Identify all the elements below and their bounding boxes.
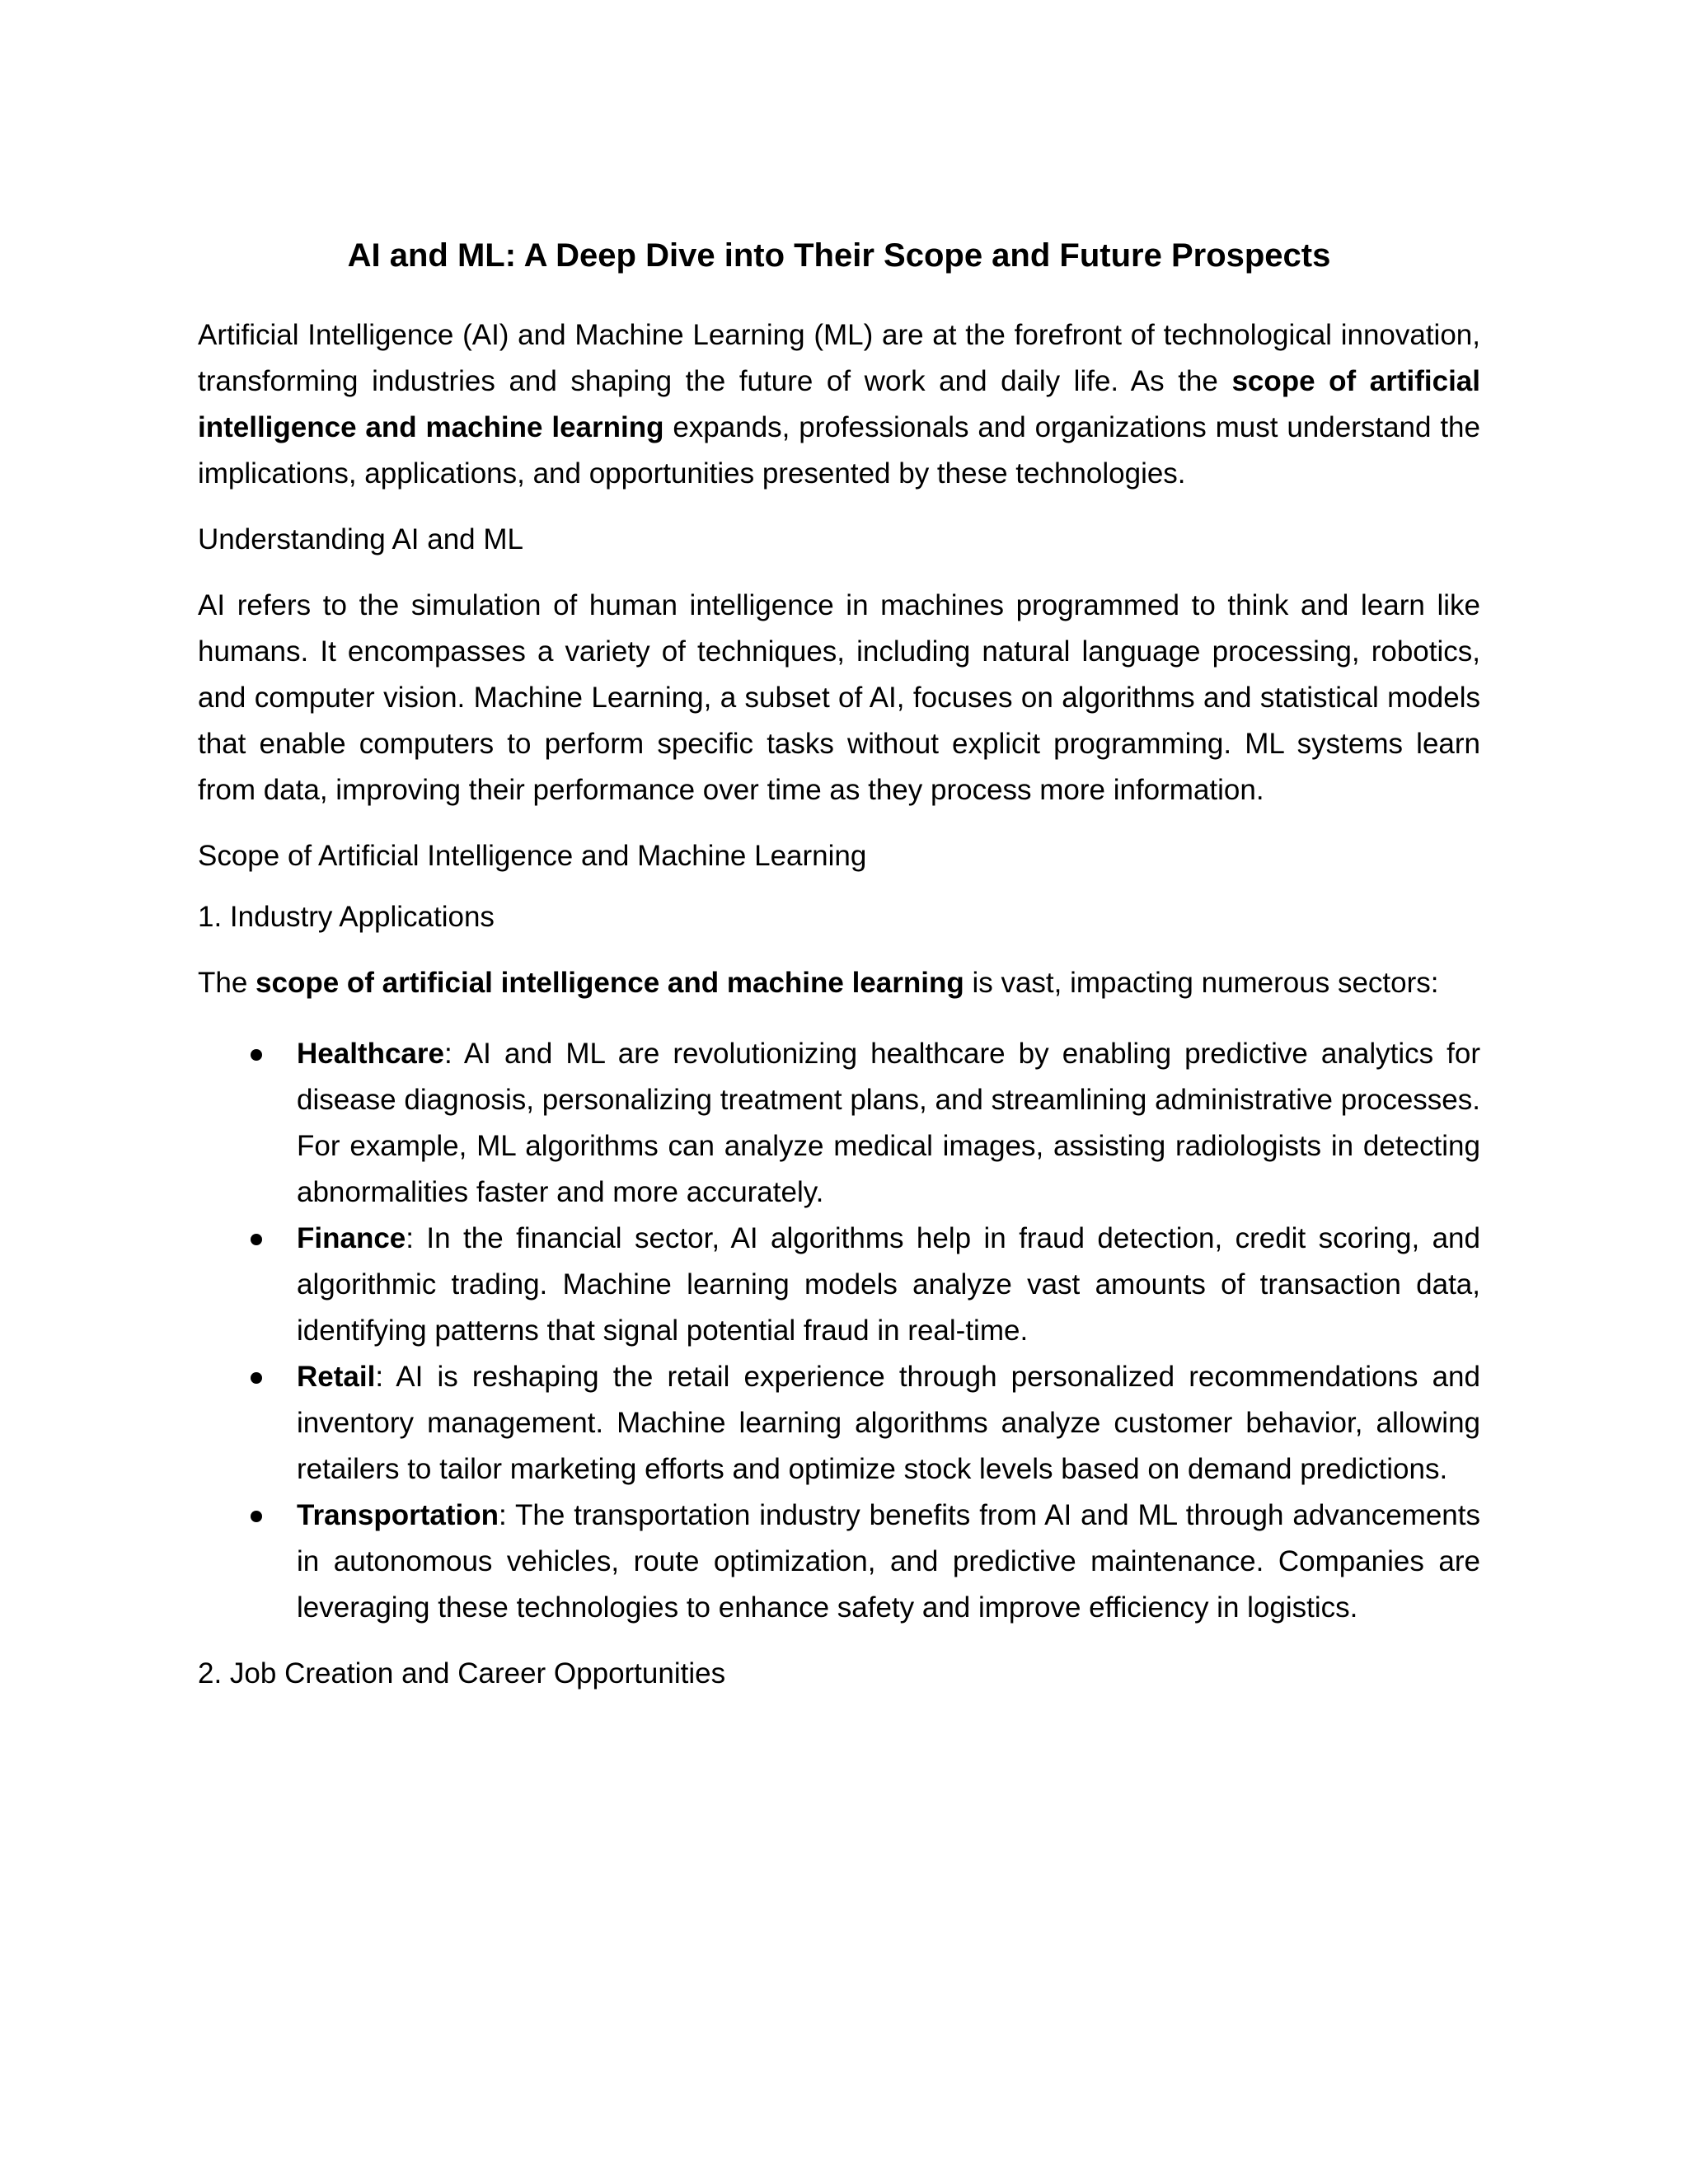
- bullet-finance: [198, 1216, 1480, 1354]
- bullet-text: : The transportation industry benefits from AI and ML through advancements in autonomous vehicles, route optimization, and predictive maintenance. Companies are leveraging these technologies to enhance safety and improve efficiency in logistics.: [297, 1499, 1480, 1624]
- bullet-term: Retail: [297, 1361, 376, 1393]
- subsection-heading-jobs: 2. Job Creation and Career Opportunities: [198, 1657, 726, 1690]
- bullet-healthcare: [198, 1031, 1480, 1216]
- section-heading-understanding: Understanding AI and ML: [198, 523, 523, 555]
- industry-intro-after: is vast, impacting numerous sectors:: [964, 967, 1439, 999]
- document-title: AI and ML: A Deep Dive into Their Scope and Future Prospects: [347, 237, 1331, 274]
- intro-text-after: expands, professionals and organizations must understand the implications, applications, and opportunities presented by these technologies.: [198, 411, 1480, 490]
- section-heading-scope: Scope of Artificial Intelligence and Machine Learning: [198, 840, 867, 872]
- intro-text-before: Artificial Intelligence (AI) and Machine Learning (ML) are at the forefront of technological innovation, transforming industries and shaping the future of work and daily life. As the: [198, 319, 1480, 397]
- bullet-text: : In the financial sector, AI algorithms help in fraud detection, credit scoring, and algorithmic trading. Machine learning models analyze vast amounts of transaction data, identifying patterns that signal potential fraud in real-time.: [297, 1222, 1480, 1347]
- bullet-text: : AI and ML are revolutionizing healthcare by enabling predictive analytics for disease diagnosis, personalizing treatment plans, and streamlining administrative processes. For example, ML algorithms can analyze medical images, assisting radiologists in detecting abnormalities faster and more accurately.: [297, 1038, 1480, 1208]
- bullet-dot-icon: [251, 1511, 262, 1522]
- bullet-dot-icon: [251, 1234, 262, 1245]
- industry-bullet-list: [198, 1031, 1480, 1631]
- intro-keyword: scope of artificial intelligence and machine learning: [198, 365, 1480, 443]
- industry-intro-keyword: scope of artificial intelligence and machine learning: [256, 967, 964, 999]
- bullet-transportation: [198, 1493, 1480, 1631]
- understanding-paragraph: AI refers to the simulation of human intelligence in machines programmed to think and learn like humans. It encompasses a variety of techniques, including natural language processing, robotics, and computer vision. Machine Learning, a subset of AI, focuses on algorithms and statistical models that enable computers to perform specific tasks without explicit programming. ML systems learn from data, improving their performance over time as they process more information.: [198, 589, 1480, 806]
- subsection-heading-industry: 1. Industry Applications: [198, 901, 495, 933]
- bullet-term: Transportation: [297, 1499, 499, 1531]
- bullet-term: Finance: [297, 1222, 406, 1254]
- document-content: [198, 235, 1480, 1692]
- bullet-text: : AI is reshaping the retail experience through personalized recommendations and inventory management. Machine learning algorithms analyze customer behavior, allowing retailers to tailor marketing efforts and optimize stock levels based on demand predictions.: [297, 1361, 1480, 1485]
- industry-intro-before: The: [198, 967, 256, 999]
- bullet-term: Healthcare: [297, 1038, 444, 1070]
- intro-paragraph: [198, 312, 1480, 497]
- bullet-dot-icon: [251, 1372, 262, 1384]
- bullet-retail: [198, 1354, 1480, 1493]
- industry-intro-paragraph: [198, 960, 1480, 1006]
- bullet-dot-icon: [251, 1049, 262, 1061]
